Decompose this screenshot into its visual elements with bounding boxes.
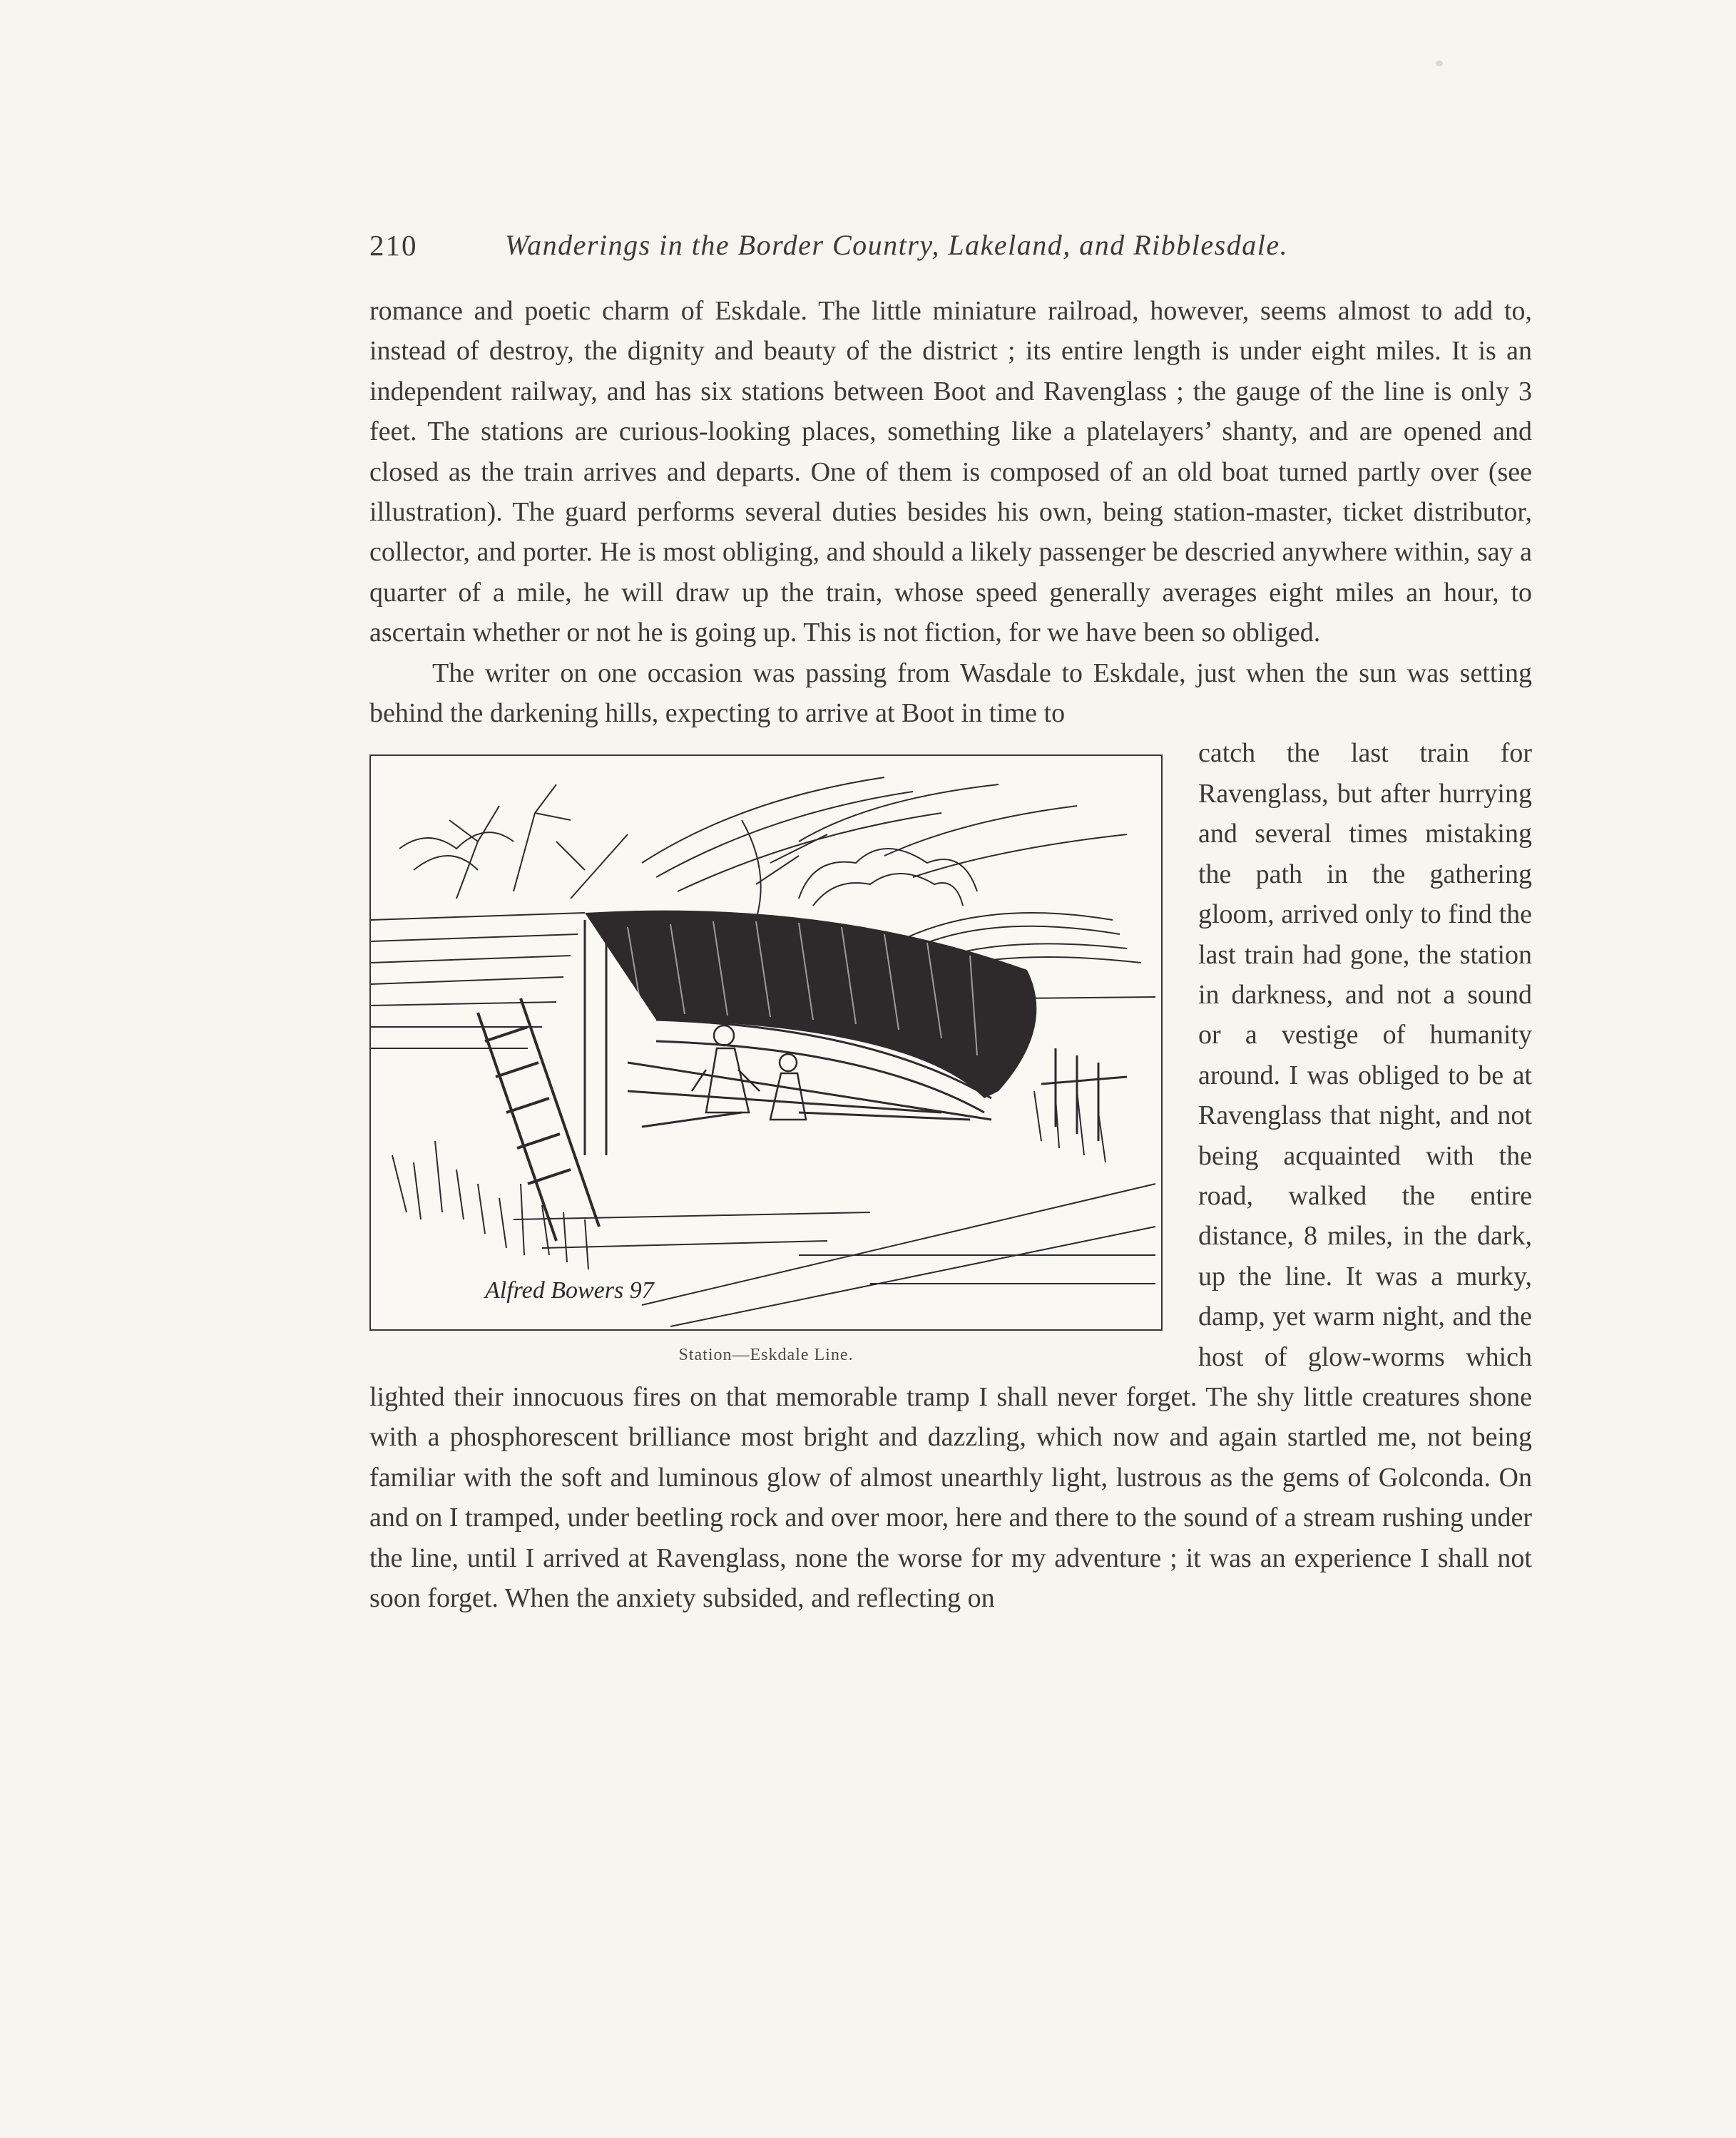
artist-signature: Alfred Bowers 97 bbox=[485, 1277, 654, 1304]
paragraph-2-lead: The writer on one occasion was passing from Wasdale to Eskdale, just when the sun was setting behind the darkening hills, expecting to arrive at Boot in time to bbox=[369, 658, 1532, 729]
boat-station-illustration bbox=[371, 756, 1161, 1329]
page-number: 210 bbox=[369, 229, 418, 262]
running-title: Wanderings in the Border Country, Lakeland, and Ribblesdale. bbox=[505, 229, 1289, 261]
illustration-frame bbox=[369, 755, 1163, 1331]
paper-speck bbox=[1436, 61, 1443, 66]
paragraph-1: romance and poetic charm of Eskdale. The little miniature railroad, however, seems almost to add to, instead of destroy, the dignity and beauty of the district ; its entire length is under eight miles. It is an independent railway, and has six stations between Boot and Ravenglass ; the gauge of the line is only 3 feet. The stations are curious-looking places, something like a platelayers’ shanty, and are opened and closed as the train arrives and departs. One of them is composed of an old boat turned partly over (see illustration). The guard performs several duties besides his own, being station-master, ticket distributor, collector, and porter. He is most obliging, and should a likely passenger be descried anywhere within, say a quarter of a mile, he will draw up the train, whose speed generally averages eight miles an hour, to ascertain whether or not he is going up. This is not fiction, for we have been so obliged. bbox=[369, 296, 1532, 648]
figure-caption: Station—Eskdale Line. bbox=[678, 1346, 854, 1365]
body-text bbox=[369, 291, 1532, 1618]
running-header bbox=[369, 228, 1533, 268]
illustration-figure bbox=[369, 755, 1163, 1369]
paragraph-2-continuation: catch the last train for Ravenglass, but after hurrying and several times mistaking the path in the gathering gloom, arrived only to find the last train had gone, the station in darkness, and not a sound or a vestige of humanity around. I was obliged to be at Ravenglass that night, and not being acquainted with the road, walked the entire distance, 8 miles, in the dark, up the line. It was a murky, damp, yet warm night, and the host of glow-worms which lighted their innocuous fires on that memorable tramp I shall never forget. The shy little creatures shone with a phosphorescent brilliance most bright and dazzling, which now and again startled me, not being familiar with the soft and luminous glow of almost unearthly light, lustrous as the gems of Golconda. On and on I tramped, under beetling rock and over moor, here and there to the sound of a stream rushing under the line, until I arrived at Ravenglass, none the worse for my adventure ; it was an experience I shall not soon forget. When the anxiety subsided, and reflecting on bbox=[369, 738, 1532, 1613]
